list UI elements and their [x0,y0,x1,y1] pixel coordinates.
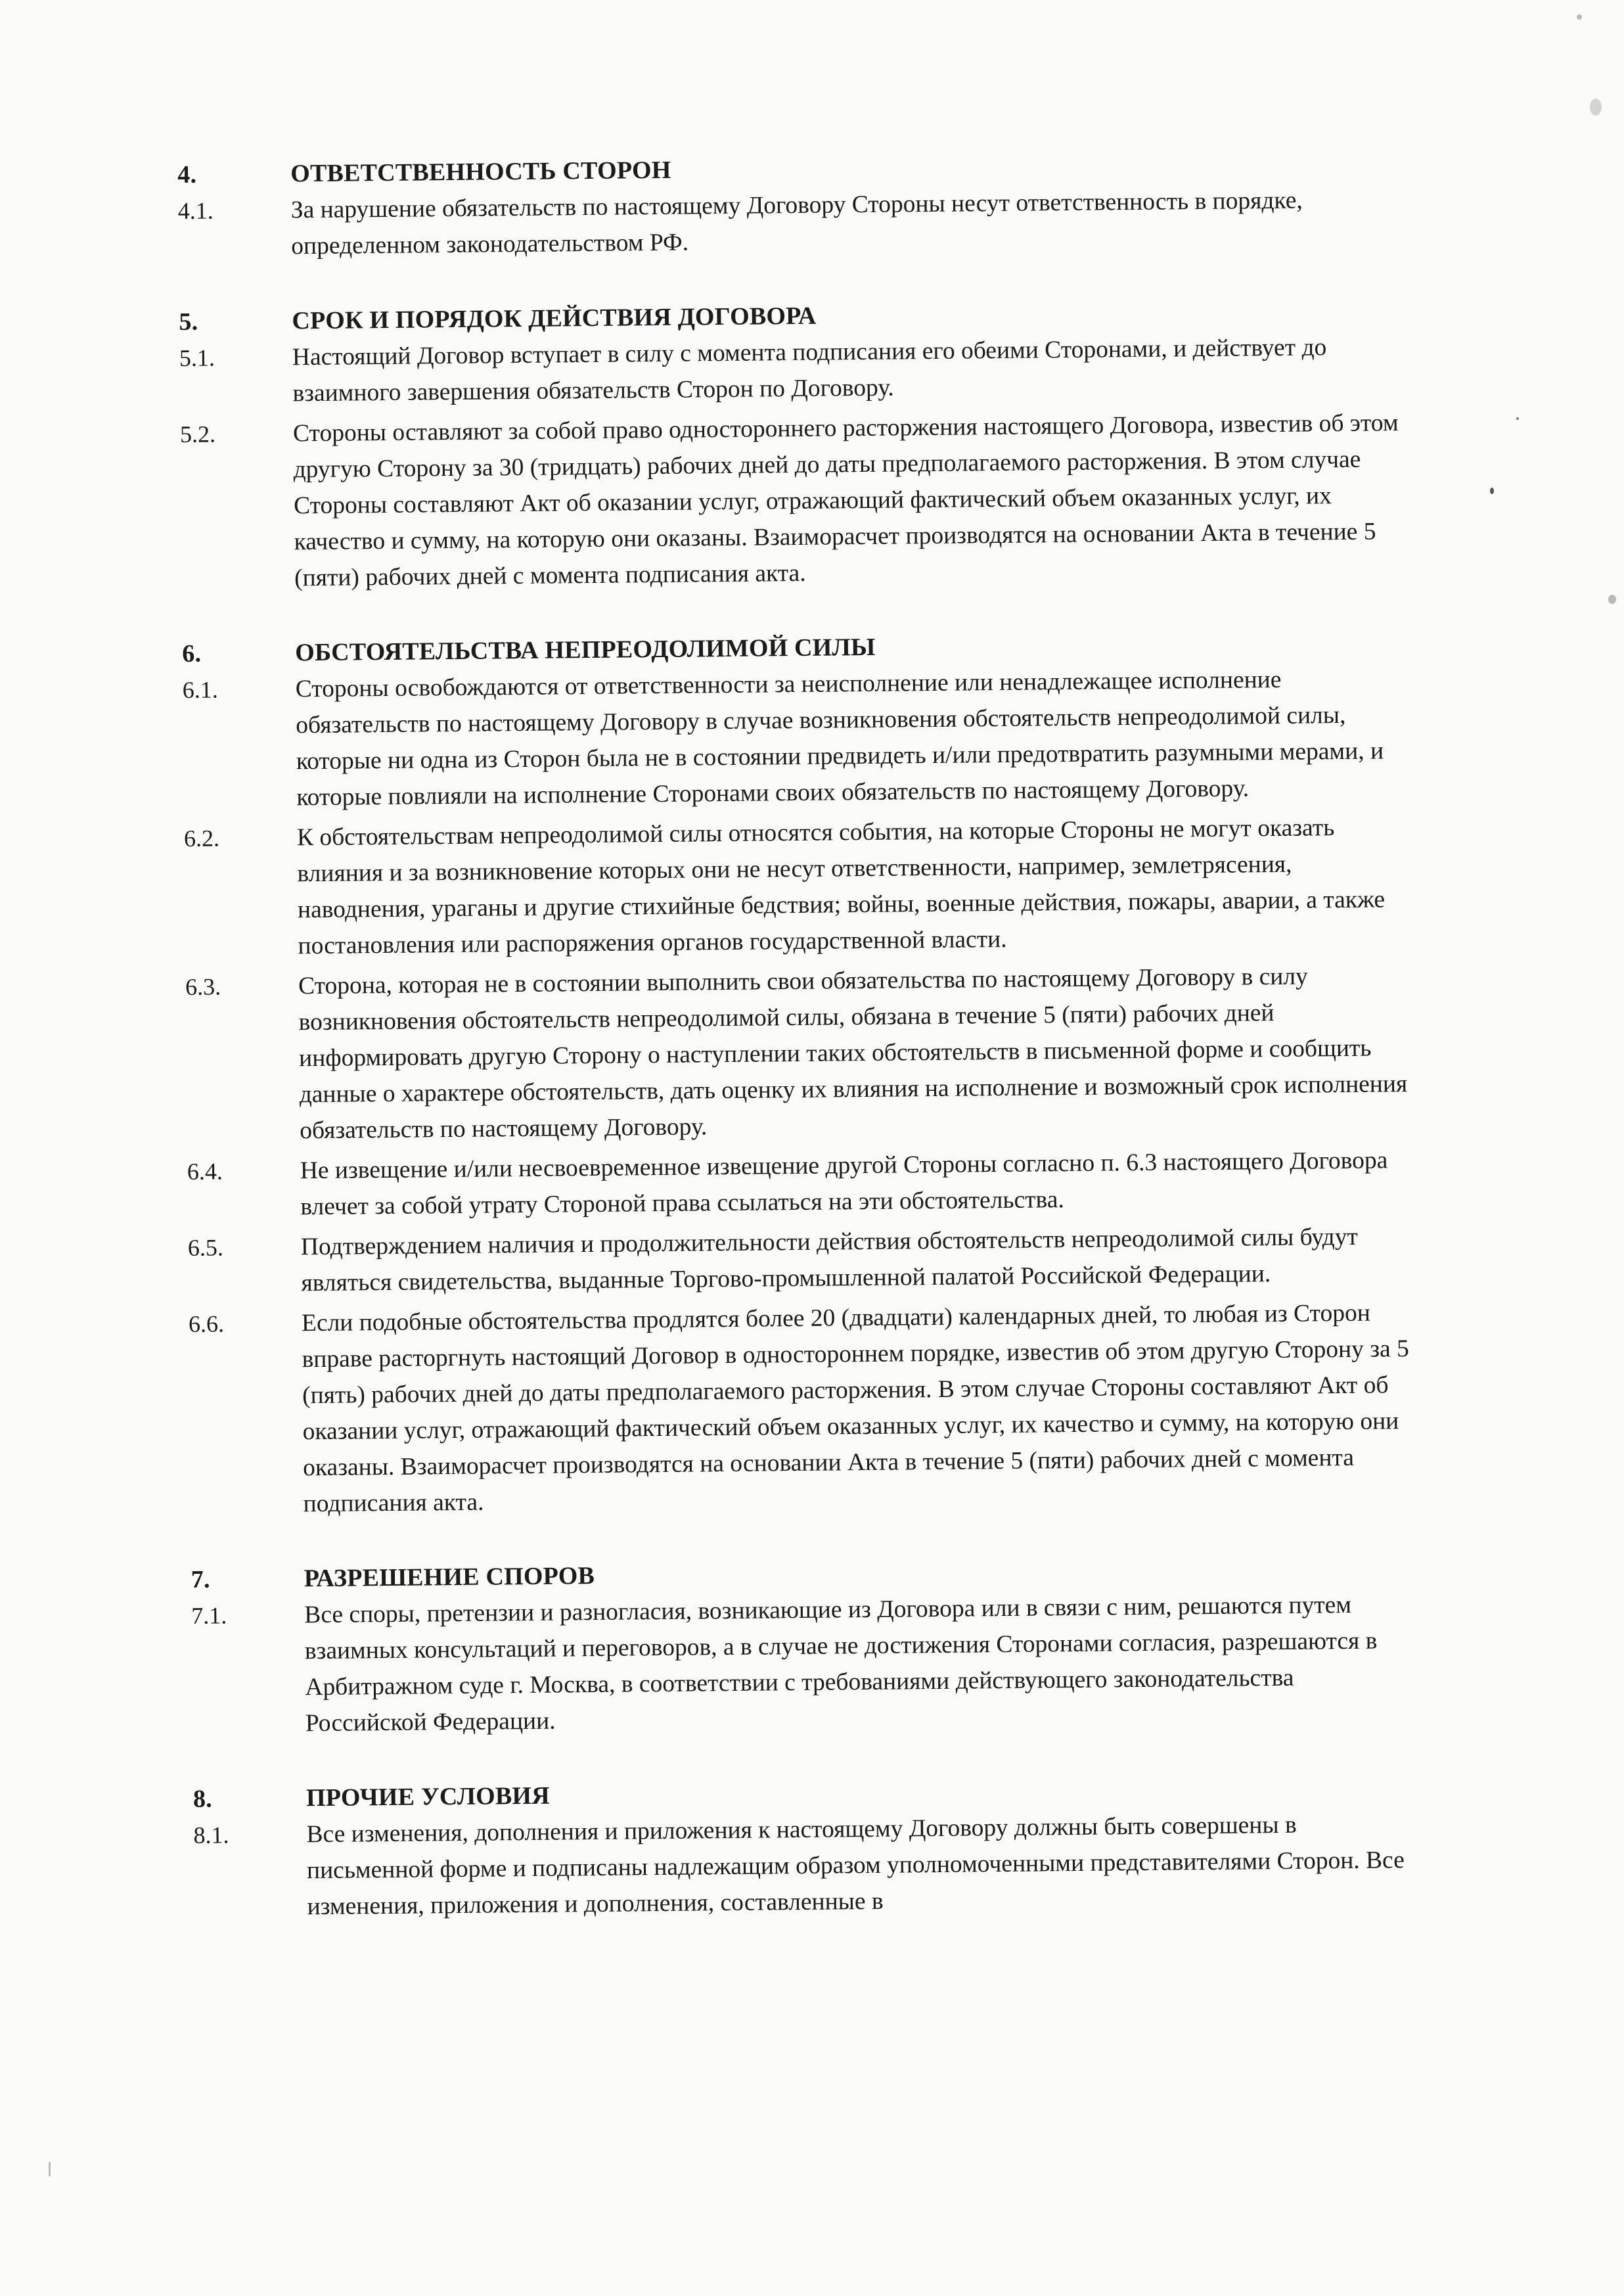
clause-text: Стороны освобождаются от ответственности за неисполнение или ненадлежащее исполнение обязательств по настоящему Договору в случае возникновения обстоятельств непреодолимой силы, которые ни одна из Сторон была не в состоянии предвидеть и/или предотвратить разумными мерами, и которые повлияли на исполнение Сторонами своих обязательств по настоящему Договору. [295,666,1384,812]
clause-text: Все споры, претензии и разногласия, возникающие из Договора или в связи с ним, решаются путем взаимных консультаций и переговоров, а в случае не достижения Сторонами согласия, разрешаются в Арбитражном суде г. Москва, в соответствии с требованиями действующего законодательства Российской Федерации. [304,1591,1378,1737]
section-number: 5. [179,308,198,336]
clause-number: 6.1. [182,676,218,703]
clause-number: 6.6. [188,1310,225,1337]
section-title: РАЗРЕШЕНИЕ СПОРОВ [304,1562,595,1593]
scan-speck [1608,595,1616,604]
clause [183,660,1432,817]
clause-number: 6.4. [187,1158,223,1185]
scan-speck [1490,488,1494,494]
clause-text: Настоящий Договор вступает в силу с момента подписания его обеими Сторонами, и действует до взаимного завершения обязательств Сторон по Договору. [292,334,1327,407]
clause-number: 8.1. [193,1822,229,1848]
clause-number: 7.1. [191,1602,227,1629]
clause-number: 4.1. [177,197,214,224]
clause [191,1586,1441,1743]
section-8 [193,1769,1443,1926]
clause-number: 6.5. [187,1234,224,1261]
scan-speck [1590,99,1602,116]
section-7 [191,1550,1441,1743]
section-4 [177,145,1427,265]
clause [188,1218,1437,1302]
clause-number: 5.2. [179,421,216,448]
section-title: ПРОЧИЕ УСЛОВИЯ [305,1781,551,1812]
clause [184,809,1433,965]
clause [185,957,1435,1150]
clause-text: Все изменения, дополнения и приложения к настоящему Договору должны быть совершены в письменной форме и подписаны надлежащим образом уполномоченными представителями Сторон. Все изменения, приложения и дополнения, составленные в [306,1811,1405,1921]
scan-speck [1516,417,1519,420]
clause-text: Если подобные обстоятельства продлятся более 20 (двадцати) календарных дней, то любая из Сторон вправе расторгнуть настоящий Договор в одностороннем порядке, известив об этом другую Сторону за 5 (пять) рабочих дней до даты предполагаемого расторжения. В этом случае Стороны составляют Акт об оказании услуг, отражающий фактический объем оказанных услуг, их качество и сумму, на которую они оказаны. Взаиморасчет производятся на основании Акта в течение 5 (пяти) рабочих дней с момента подписания акта. [301,1299,1409,1518]
clause [178,181,1427,265]
clause [193,1806,1442,1926]
clause-number: 5.1. [179,344,215,371]
clause-text: Подтверждением наличия и продолжительности действия обстоятельств непреодолимой силы будут являться свидетельства, выданные Торгово-промышленной палатой Российской Федерации. [300,1223,1359,1297]
section-5 [179,292,1430,597]
clause-number: 6.2. [183,825,220,852]
clause [189,1295,1439,1523]
clause-text: За нарушение обязательств по настоящему Договору Стороны несут ответственность в порядке, определенном законодательством РФ. [290,187,1303,260]
document-body [177,145,1443,1926]
clause [179,329,1428,413]
section-title: ОТВЕТСТВЕННОСТЬ СТОРОН [290,156,671,188]
scan-speck [1577,14,1582,20]
clause-text: Не извещение и/или несвоевременное извещение другой Стороны согласно п. 6.3 настоящего Договора влечет за собой утрату Стороной права ссылаться на эти обстоятельства. [300,1147,1388,1221]
section-number: 4. [177,160,197,189]
clause-number: 6.3. [185,973,221,1000]
section-number: 7. [191,1565,210,1594]
section-title: СРОК И ПОРЯДОК ДЕЙСТВИЯ ДОГОВОРА [292,302,817,335]
scan-speck [49,2162,51,2176]
section-number: 6. [182,639,202,668]
clause [180,405,1430,597]
clause-text: К обстоятельствам непреодолимой силы относятся события, на которые Стороны не могут оказать влияния и за возникновение которых они не несут ответственности, например, землетрясения, наводнения, ураганы и другие стихийные бедствия; войны, военные действия, пожары, аварии, а также постановления или распоряжения органов государственной власти. [296,814,1386,960]
clause [187,1142,1436,1226]
clause-text: Сторона, которая не в состоянии выполнить свои обязательства по настоящему Договору в силу возникновения обстоятельств непреодолимой силы, обязана в течение 5 (пяти) рабочих дней информировать другую Сторону о наступлении таких обстоятельств в письменной форме и сообщить данные о характере обстоятельств, дать оценку их влияния на исполнение и возможный срок исполнения обязательств по настоящему Договору. [298,963,1408,1145]
section-number: 8. [192,1785,213,1813]
clause-text: Стороны оставляют за собой право одностороннего расторжения настоящего Договора, известив об этом другую Сторону за 30 (тридцать) рабочих дней до даты предполагаемого расторжения. В этом случае Стороны составляют Акт об оказании услуг, отражающий фактический объем оказанных услуг, их качество и сумму, на которую они оказаны. Взаиморасчет производятся на основании Акта в течение 5 (пяти) рабочих дней с момента подписания акта. [292,409,1399,592]
section-title: ОБСТОЯТЕЛЬСТВА НЕПРЕОДОЛИМОЙ СИЛЫ [295,633,876,667]
section-6 [182,624,1439,1523]
